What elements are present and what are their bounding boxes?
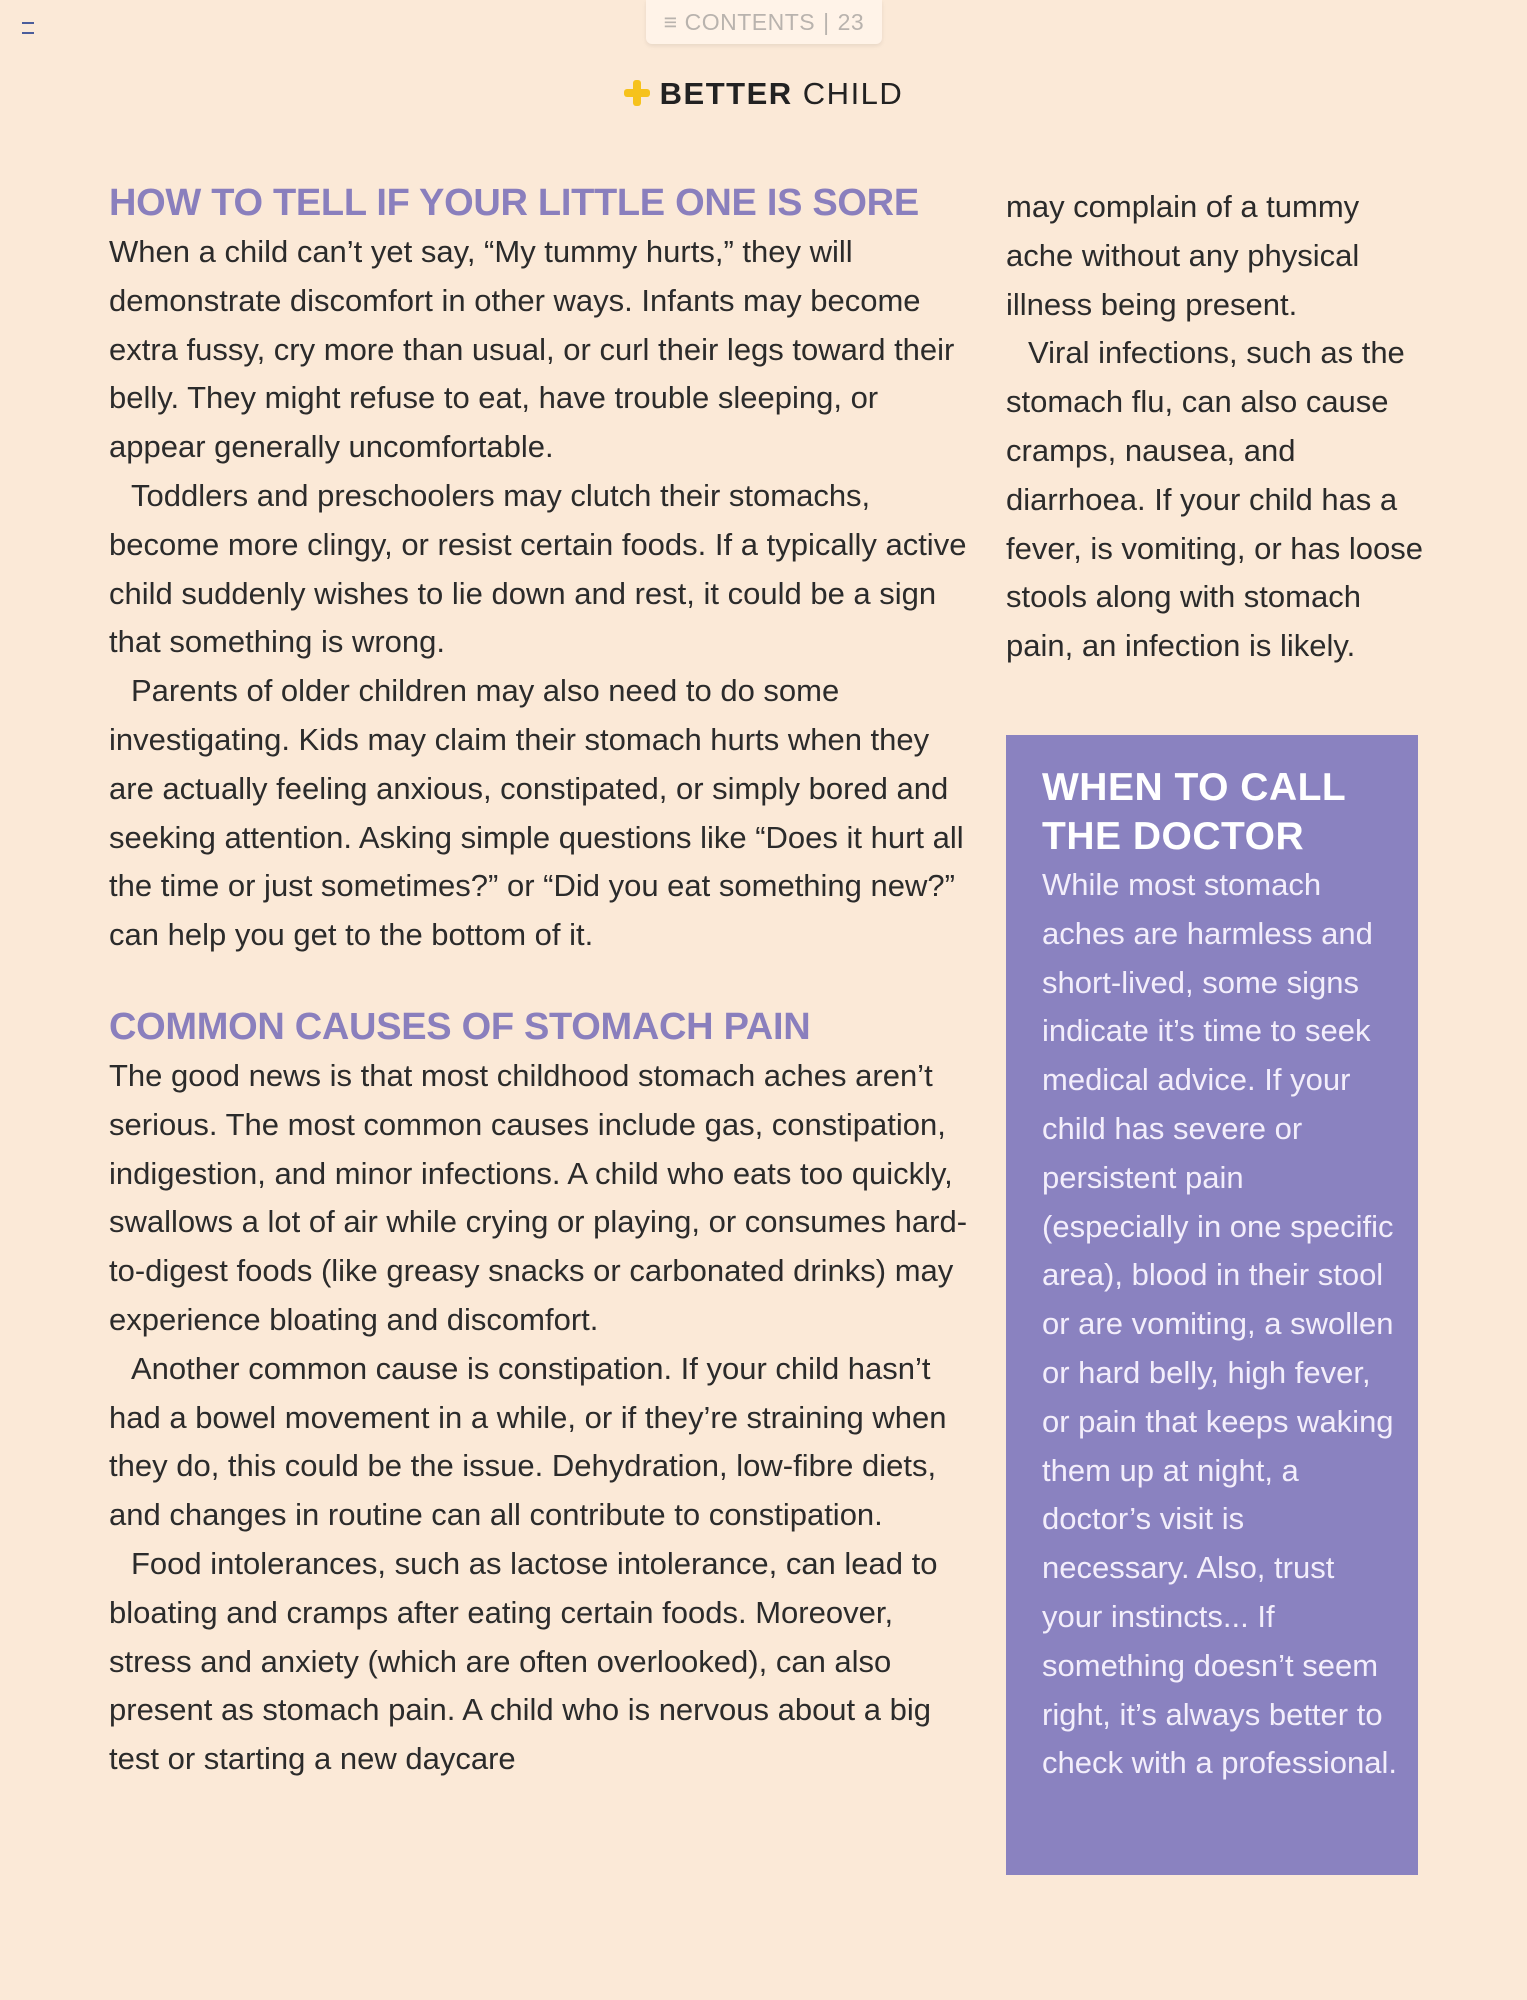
section-heading-sore: HOW TO TELL IF YOUR LITTLE ONE IS SORE (109, 182, 919, 224)
paragraph: may complain of a tummy ache without any physical illness being present. (1006, 189, 1360, 322)
paragraph: Viral infections, such as the stomach flu, can also cause cramps, nausea, and diarrhoea. If your child has a fever, is vomiting, or has loose stools along with stomach pain, an infection is likely. (1006, 335, 1423, 664)
brand-light: CHILD (802, 76, 904, 111)
plus-icon (624, 80, 650, 106)
sidebar-heading: WHEN TO CALL THE DOCTOR (1042, 766, 1346, 858)
separator: | (823, 8, 830, 35)
contents-tab[interactable] (646, 0, 882, 44)
contents-label: ≡ CONTENTS (663, 8, 816, 35)
paragraph: Another common cause is constipation. If your child hasn’t had a bowel movement in a while, or if they’re straining when they do, this could be the issue. Dehydration, low-fibre diets, and changes in routine can all contribute to constipation. (109, 1350, 947, 1533)
main-column (109, 178, 979, 1784)
menu-icon[interactable] (22, 22, 34, 34)
paragraph: Parents of older children may also need to do some investigating. Kids may claim their stomach hurts when they are actually feeling anxious, constipated, or simply bored and seeking attention. Asking simple questions like “Does it hurt all the time or just sometimes?” or “Did you eat something new?” can help you get to the bottom of it. (109, 673, 964, 953)
paragraph: When a child can’t yet say, “My tummy hurts,” they will demonstrate discomfort in other ways. Infants may become extra fussy, cry more than usual, or curl their legs toward their belly. They might refuse to eat, have trouble sleeping, or appear generally uncomfortable. (109, 234, 955, 465)
section-brand (0, 76, 1527, 112)
page-number: 23 (837, 8, 865, 35)
brand-bold: BETTER (659, 76, 793, 111)
sidebar-text: While most stomach aches are harmless and short-lived, some signs indicate it’s time to seek medical advice. If your child has severe or persistent pain (especially in one specific area), blood in their stool or are vomiting, a swollen or hard belly, high fever, or pain that keeps waking them up at night, a doctor’s visit is necessary. Also, trust your instincts... If something doesn’t seem right, it’s always better to check with a professional. (1042, 867, 1397, 1781)
paragraph: The good news is that most childhood stomach aches aren’t serious. The most common causes include gas, constipation, indigestion, and minor infections. A child who eats too quickly, swallows a lot of air while crying or playing, or consumes hard-to-digest foods (like greasy snacks or carbonated drinks) may experience bloating and discomfort. (109, 1057, 968, 1337)
section-heading-causes: COMMON CAUSES OF STOMACH PAIN (109, 1005, 811, 1048)
paragraph: Food intolerances, such as lactose intolerance, can lead to bloating and cramps after eating certain foods. Moreover, stress and anxiety (which are often overlooked), can also present as stomach pain. A child who is nervous about a big test or starting a new daycare (109, 1545, 938, 1777)
right-column (1006, 183, 1426, 671)
doctor-sidebar (1006, 735, 1418, 1875)
paragraph: Toddlers and preschoolers may clutch their stomachs, become more clingy, or resist certain foods. If a typically active child suddenly wishes to lie down and rest, it could be a sign that something is wrong. (109, 477, 967, 660)
